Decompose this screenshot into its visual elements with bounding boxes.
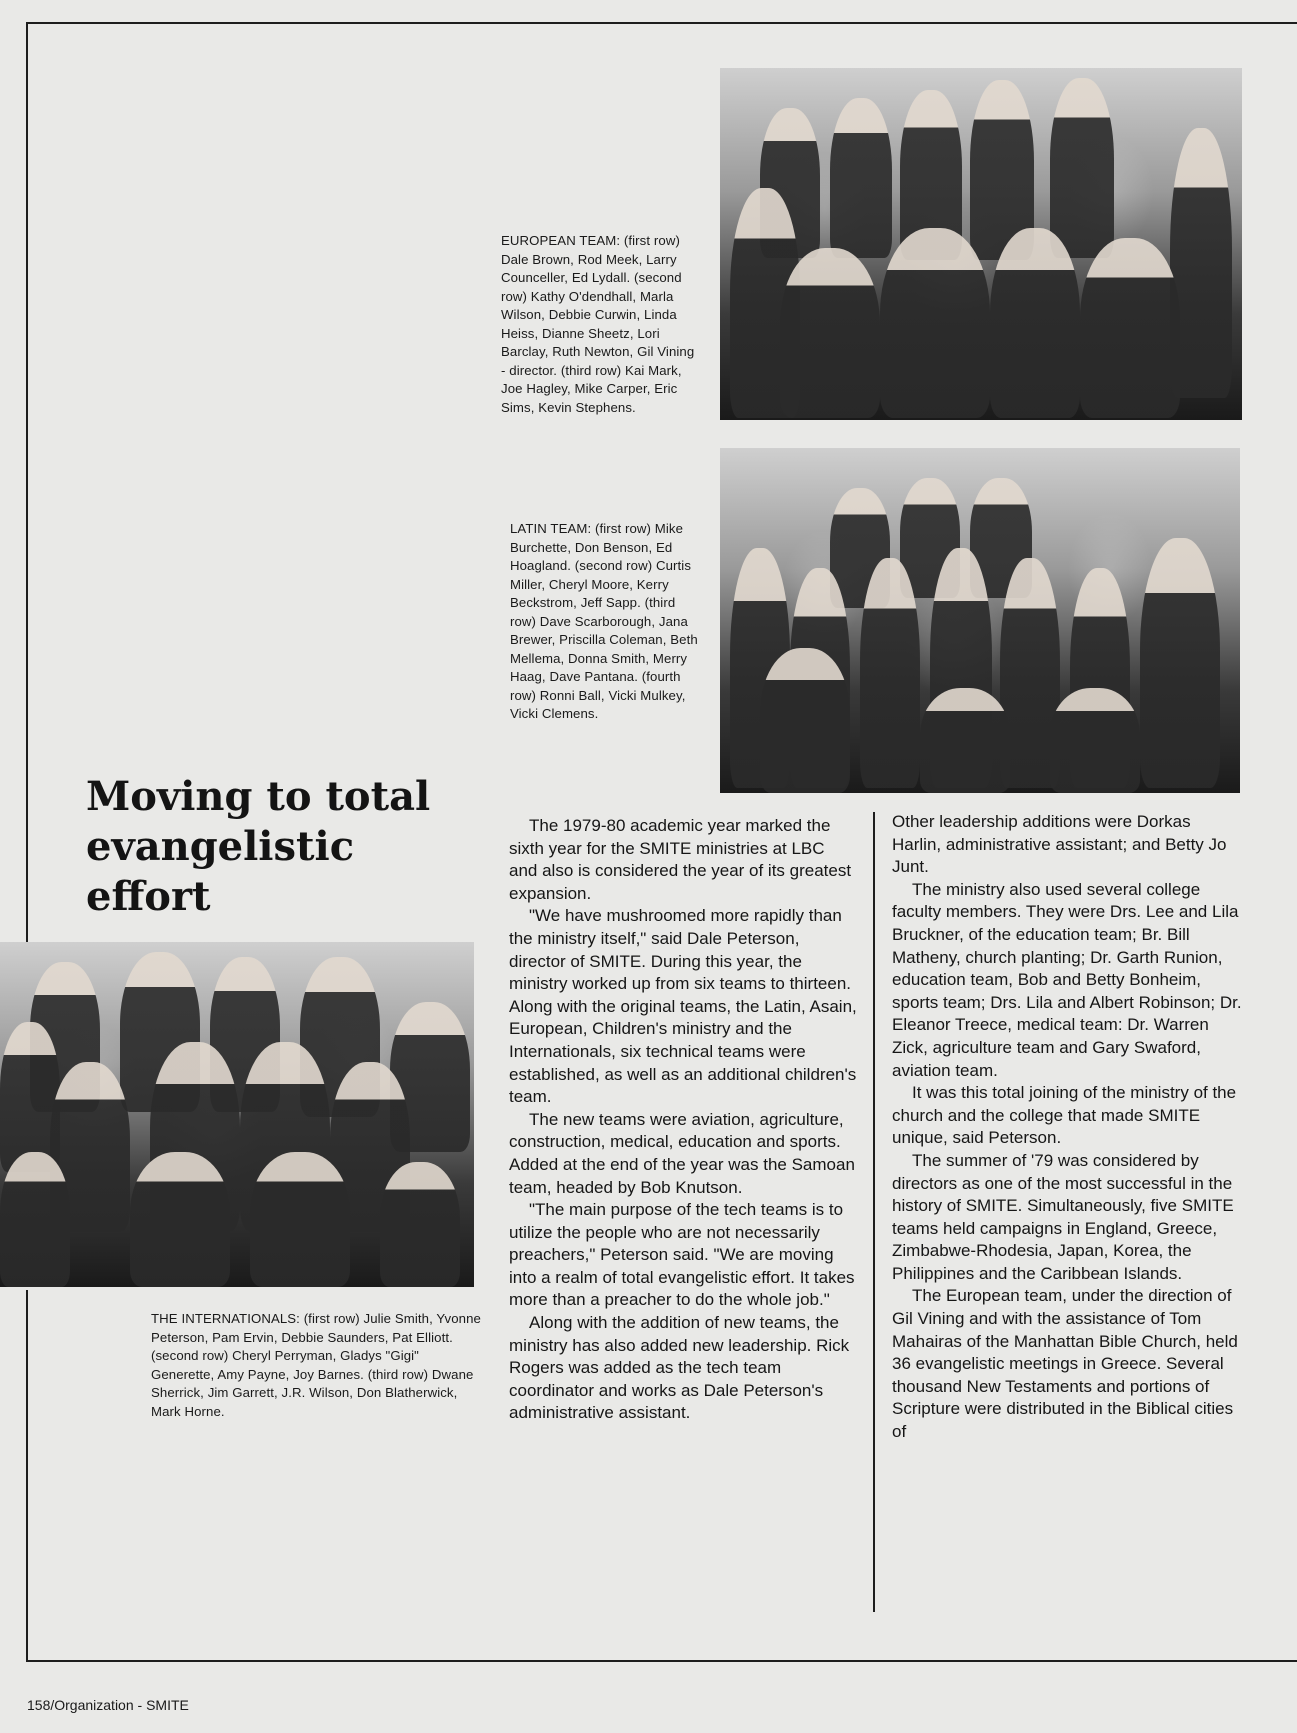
body-column-1 — [509, 815, 857, 1425]
headline-line-1: Moving to total — [86, 773, 431, 820]
body-paragraph: The ministry also used several college faculty members. They were Drs. Lee and Lila Bruckner, of the education team; Br. Bill Matheny, church planting; Dr. Garth Runion, education team, Bob and Betty Bonheim, sports team; Drs. Lila and Albert Robinson; Dr. Eleanor Treece, medical team: Dr. Warren Zick, agriculture team and Gary Swaford, aviation team. — [892, 879, 1242, 1080]
body-paragraph: It was this total joining of the ministry of the church and the college that made SMITE unique, said Peterson. — [892, 1083, 1237, 1148]
top-rule — [26, 22, 1297, 24]
body-column-2 — [892, 811, 1242, 1444]
page-folio: 158/Organization - SMITE — [27, 1697, 189, 1713]
european-team-photo — [720, 68, 1242, 420]
body-paragraph: "We have mushroomed more rapidly than the ministry itself," said Dale Peterson, director of SMITE. During this year, the ministry worked up from six teams to thirteen. Along with the original teams, the Latin, Asain, European, Children's ministry and the Internationals, six technical teams were established, as well as an additional children's team. — [509, 906, 857, 1107]
body-paragraph: The summer of '79 was considered by directors as one of the most successful in the history of SMITE. Simultaneously, five SMITE teams held campaigns in England, Greece, Zimbabwe-Rhodesia, Japan, Korea, the Philippines and the Caribbean Islands. — [892, 1150, 1234, 1283]
latin-team-caption: LATIN TEAM: (first row) Mike Burchette, Don Benson, Ed Hoagland. (second row) Curtis Miller, Cheryl Moore, Kerry Beckstrom, Jeff Sapp. (third row) Dave Scarborough, Jana Brewer, Priscilla Coleman, Beth Mellema, Donna Smith, Merry Haag, Dave Pantana. (fourth row) Ronni Ball, Vicki Mulkey, Vicki Clemens. — [510, 521, 698, 721]
internationals-photo — [0, 942, 474, 1287]
column-divider — [873, 812, 875, 1612]
body-paragraph: Other leadership additions were Dorkas Harlin, administrative assistant; and Betty Jo Junt. — [892, 812, 1227, 877]
body-paragraph: The European team, under the direction of Gil Vining and with the assistance of Tom Mahairas of the Manhattan Bible Church, held 36 evangelistic meetings in Greece. Several thousand New Testaments and portions of Scripture were distributed in the Biblical cities of — [892, 1286, 1238, 1442]
european-team-caption: EUROPEAN TEAM: (first row) Dale Brown, Rod Meek, Larry Counceller, Ed Lydall. (second row) Kathy O'dendhall, Marla Wilson, Debbie Curwin, Linda Heiss, Dianne Sheetz, Lori Barclay, Ruth Newton, Gil Vining - director. (third row) Kai Mark, Joe Hagley, Mike Carper, Eric Sims, Kevin Stephens. — [501, 233, 695, 415]
body-paragraph: "The main purpose of the tech teams is to utilize the people who are not necessarily preachers," Peterson said. "We are moving into a realm of total evangelistic effort. It takes more than a preacher to do the whole job." — [509, 1200, 855, 1310]
latin-team-photo — [720, 448, 1240, 793]
internationals-caption: THE INTERNATIONALS: (first row) Julie Smith, Yvonne Peterson, Pam Ervin, Debbie Saunders, Pat Elliott. (second row) Cheryl Perryman, Gladys "Gigi" Generette, Amy Payne, Joy Barnes. (third row) Dwane Sherrick, Jim Garrett, J.R. Wilson, Don Blatherwick, Mark Horne. — [151, 1311, 481, 1419]
headline-line-2: evangelistic — [86, 823, 355, 870]
left-rule — [26, 22, 28, 944]
headline-line-3: effort — [86, 873, 211, 920]
body-paragraph: Along with the addition of new teams, the ministry has also added new leadership. Rick Rogers was added as the tech team coordinator and works as Dale Peterson's administrative assistant. — [509, 1313, 850, 1423]
bottom-rule — [26, 1660, 1297, 1662]
headline — [86, 772, 486, 922]
body-paragraph: The new teams were aviation, agriculture, construction, medical, education and sports. Added at the end of the year was the Samoan team, headed by Bob Knutson. — [509, 1109, 855, 1197]
body-paragraph: The 1979-80 academic year marked the sixth year for the SMITE ministries at LBC and also is considered the year of its greatest expansion. — [509, 816, 852, 903]
left-rule-lower — [26, 1290, 28, 1662]
